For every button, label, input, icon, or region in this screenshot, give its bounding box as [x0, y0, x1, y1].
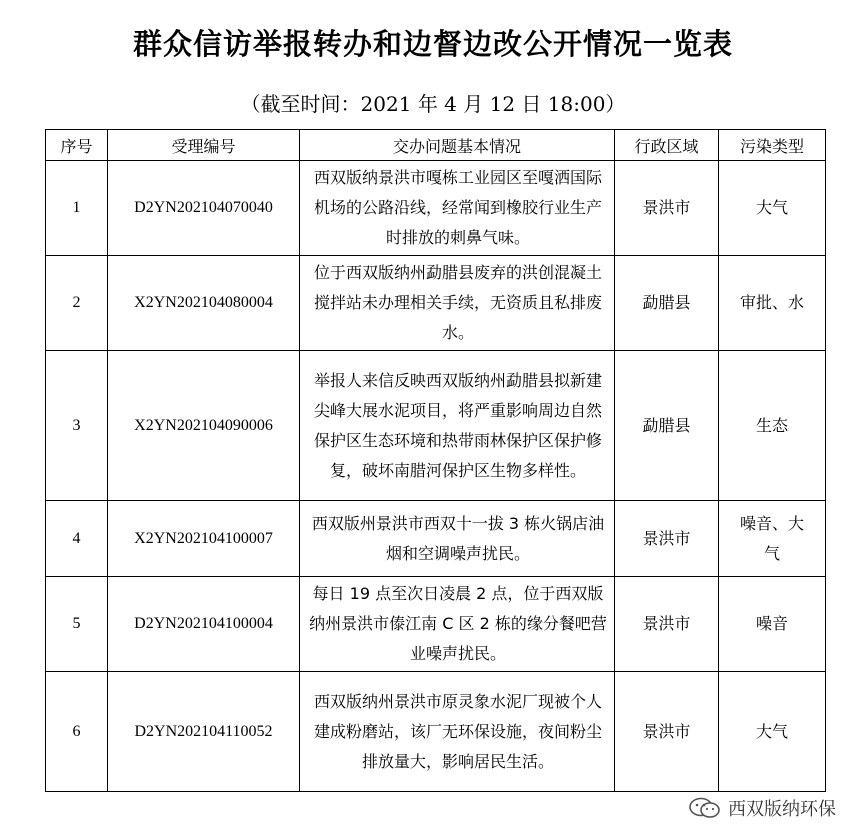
row-desc: 西双版纳州景洪市原灵象水泥厂现被个人建成粉磨站，该厂无环保设施，夜间粉尘排放量大，影响居民生活。 [300, 672, 615, 792]
table-row [46, 672, 826, 792]
table-header-row [46, 130, 826, 161]
row-type: 大气 [719, 672, 826, 792]
row-desc: 每日 19 点至次日凌晨 2 点，位于西双版纳州景洪市傣江南 C 区 2 栋的缘分餐吧营业噪声扰民。 [300, 577, 615, 672]
row-no: 6 [46, 672, 108, 792]
row-type: 审批、水 [719, 256, 826, 351]
row-desc: 西双版州景洪市西双十一拔 3 栋火锅店油烟和空调噪声扰民。 [300, 501, 615, 577]
header-desc: 交办问题基本情况 [300, 130, 615, 161]
row-no: 3 [46, 351, 108, 501]
page-subtitle: （截至时间：2021 年 4 月 12 日 18:00） [240, 92, 626, 116]
row-code: X2YN202104080004 [108, 256, 300, 351]
row-desc: 举报人来信反映西双版纳州勐腊县拟新建尖峰大展水泥项目，将严重影响周边自然保护区生态环境和热带雨林保护区保护修复，破坏南腊河保护区生物多样性。 [300, 351, 615, 501]
table-row [46, 577, 826, 672]
wechat-icon [688, 797, 722, 819]
watermark-text: 西双版纳环保 [728, 799, 836, 820]
row-code: X2YN202104090006 [108, 351, 300, 501]
row-type: 噪音 [719, 577, 826, 672]
row-region: 勐腊县 [615, 351, 719, 501]
row-code: D2YN202104070040 [108, 161, 300, 256]
row-region: 景洪市 [615, 577, 719, 672]
petition-table [45, 129, 826, 792]
header-code: 受理编号 [108, 130, 300, 161]
page-title: 群众信访举报转办和边督边改公开情况一览表 [132, 27, 733, 61]
row-type: 噪音、大气 [719, 501, 826, 577]
row-region: 勐腊县 [615, 256, 719, 351]
table-row [46, 501, 826, 577]
header-type: 污染类型 [719, 130, 826, 161]
row-region: 景洪市 [615, 672, 719, 792]
row-code: D2YN202104100004 [108, 577, 300, 672]
account-watermark [688, 795, 836, 821]
table-row [46, 351, 826, 501]
header-no: 序号 [46, 130, 108, 161]
row-desc: 西双版纳景洪市嘎栋工业园区至嘎洒国际机场的公路沿线，经常闻到橡胶行业生产时排放的刺鼻气味。 [300, 161, 615, 256]
row-code: X2YN202104100007 [108, 501, 300, 577]
table-row [46, 161, 826, 256]
table-row [46, 256, 826, 351]
row-desc: 位于西双版纳州勐腊县废弃的洪创混凝土搅拌站未办理相关手续，无资质且私排废水。 [300, 256, 615, 351]
header-region: 行政区域 [615, 130, 719, 161]
row-type: 生态 [719, 351, 826, 501]
row-no: 2 [46, 256, 108, 351]
row-no: 5 [46, 577, 108, 672]
row-code: D2YN202104110052 [108, 672, 300, 792]
row-region: 景洪市 [615, 161, 719, 256]
row-type: 大气 [719, 161, 826, 256]
row-no: 1 [46, 161, 108, 256]
row-no: 4 [46, 501, 108, 577]
row-region: 景洪市 [615, 501, 719, 577]
